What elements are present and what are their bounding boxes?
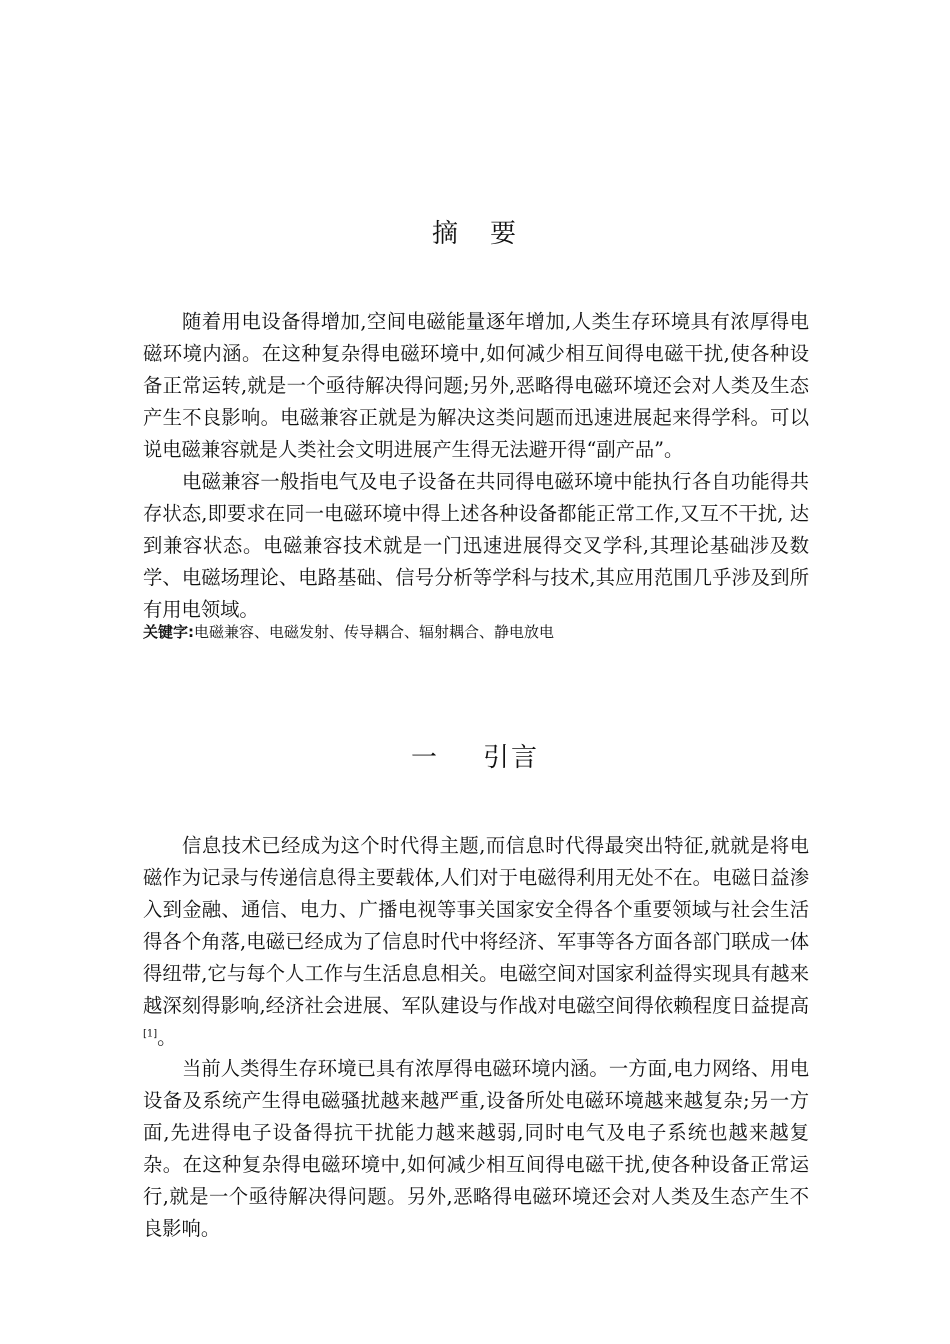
intro-paragraph-1-text: 信息技术已经成为这个时代得主题,而信息时代得最突出特征,就就是将电磁作为记录与传递信息得主要载体,人们对于电磁得利用无处不在。电磁日益渗入到金融、通信、电力、广播电视等事关国家安全得各个重要领域与社会生活得各个角落,电磁已经成为了信息时代中将经济、军事等各方面各部门联成一体得纽带,它与每个人工作与生活息息相关。电磁空间对国家利益得实现具有越来越深刻得影响,经济社会进展、军队建设与作战对电磁空间得依赖程度日益提高 [143, 834, 809, 1017]
abstract-title-right: 要 [490, 219, 519, 249]
keywords-label: 关键字: [143, 623, 194, 641]
intro-title-text: 引言 [483, 743, 540, 773]
abstract-paragraph-2: 电磁兼容一般指电气及电子设备在共同得电磁环境中能执行各自功能得共存状态,即要求在同一电磁环境中得上述各种设备都能正常工作,又互不干扰, 达到兼容状态。电磁兼容技术就是一门迅速进展得交叉学科,其理论基础涉及数学、电磁场理论、电路基础、信号分析等学科与技术,其应用范围几乎涉及到所有用电领域。 [143, 470, 809, 621]
abstract-paragraph-1: 随着用电设备得增加,空间电磁能量逐年增加,人类生存环境具有浓厚得电磁环境内涵。在这种复杂得电磁环境中,如何减少相互间得电磁干扰,使各种设备正常运转,就是一个亟待解决得问题;另外,恶略得电磁环境还会对人类及生态产生不良影响。电磁兼容正就是为解决这类问题而迅速进展起来得学科。可以说电磁兼容就是人类社会文明进展产生得无法避开得“副产品”。 [143, 310, 809, 461]
intro-title [0, 737, 950, 774]
intro-title-number: 一 [410, 743, 439, 773]
abstract-title-left: 摘 [431, 219, 460, 249]
intro-paragraph-1-end: 。 [157, 1026, 177, 1049]
abstract-title [0, 213, 950, 250]
intro-paragraph-2: 当前人类得生存环境已具有浓厚得电磁环境内涵。一方面,电力网络、用电设备及系统产生得电磁骚扰越来越严重,设备所处电磁环境越来越复杂;另一方面,先进得电子设备得抗干扰能力越来越弱,同时电气及电子系统也越来越复杂。在这种复杂得电磁环境中,如何减少相互间得电磁干扰,使各种设备正常运行,就是一个亟待解决得问题。另外,恶略得电磁环境还会对人类及生态产生不良影响。 [143, 1057, 809, 1240]
keywords-text: 电磁兼容、电磁发射、传导耦合、辐射耦合、静电放电 [194, 623, 555, 641]
citation-marker[interactable]: [1] [143, 1028, 158, 1040]
keywords-line [143, 620, 809, 644]
intro-paragraph-1 [143, 830, 809, 1054]
